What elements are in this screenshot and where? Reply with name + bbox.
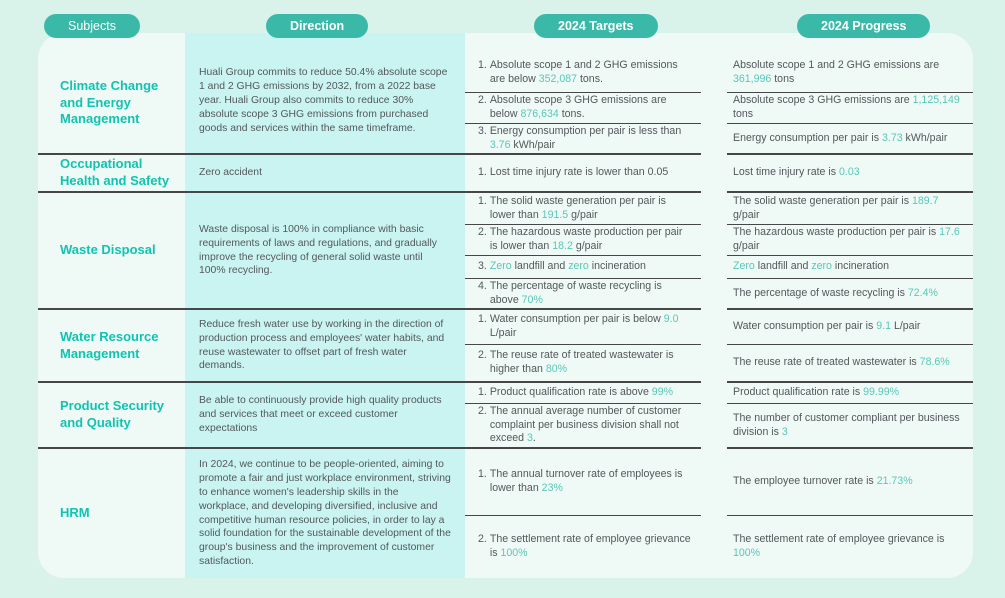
target-item [478,125,691,153]
item-number: 2. [478,94,487,107]
highlighted-value: 72.4% [907,286,938,299]
item-number: 4. [478,279,487,292]
subject-title: HRM [60,505,90,521]
highlighted-value: 1,125,149 [912,94,960,107]
highlighted-value: 21.73% [876,475,913,488]
direction-cell [185,310,465,383]
target-item [478,195,691,223]
text-segment: tons. [558,108,585,120]
text-segment: Lost time injury rate is [733,166,839,179]
text-segment: tons [771,72,795,85]
text-segment: L/pair [891,320,921,333]
text-segment: tons. [577,72,603,85]
highlighted-value: 18.2 [552,240,573,252]
target-cell [465,449,701,516]
target-item [478,280,691,308]
highlighted-value: 352,087 [538,72,578,85]
table-row [38,449,973,578]
direction-text: Zero accident [199,167,262,179]
highlighted-value: 100% [500,547,528,559]
text-segment: The number of customer compliant per business division is [733,411,960,438]
progress-cell [727,449,973,516]
item-number: 1. [478,468,487,481]
progress-cell [727,124,973,155]
text-segment: Lost time injury rate is lower than 0.05 [489,166,669,179]
text-segment: The settlement rate of employee grievance is [489,533,691,559]
highlighted-value: zero [568,260,589,273]
text-segment: Energy consumption per pair is [733,131,882,144]
target-cell [465,516,701,578]
subject-cell [38,155,185,193]
direction-cell [185,449,465,578]
target-item [478,386,673,400]
text-segment: landfill and [754,260,812,273]
progress-text [733,533,963,561]
column-header-subjects: Subjects [44,14,140,38]
direction-cell [185,155,465,193]
direction-text: In 2024, we continue to be people-oriented, aiming to promote a fair and just workplace environment, striving to enhance women's leadership skills in the workplace, and developing diversified, inclusive and competitive human resource policies, in order to lay a solid foundation for the sustainable development of the group's business and the improvement of customer satisfaction. [199,458,451,568]
item-number: 3. [478,124,487,137]
target-item [478,226,691,254]
progress-cell [727,193,973,225]
progress-cell [727,310,973,345]
text-segment: Absolute scope 1 and 2 GHG emissions are below [489,58,678,85]
text-segment: The solid waste generation per pair is lower than [489,194,666,221]
text-segment: g/pair [733,240,760,252]
target-text [490,260,646,274]
subject-title: Climate Change and Energy Management [60,78,159,127]
text-segment: The reuse rate of treated wastewater is higher than [489,349,674,375]
text-segment: landfill and [511,260,569,273]
highlighted-value: 100% [733,547,761,559]
subject-cell [38,449,185,578]
subject-title: Product Security and Quality [60,398,165,430]
text-segment: L/pair [489,327,517,339]
progress-text [733,59,963,87]
progress-text [733,94,963,122]
text-segment: The annual turnover rate of employees is lower than [489,468,683,494]
progress-cell [727,256,973,279]
target-cell [465,193,701,225]
text-segment: incineration [588,260,646,273]
text-segment: The reuse rate of treated wastewater is [733,356,920,369]
table-row [38,383,973,449]
target-cell [465,310,701,345]
target-item [478,349,691,377]
progress-cell [727,33,973,93]
table-row [38,193,973,310]
highlighted-value: 80% [545,363,568,375]
highlighted-value: 3.73 [881,131,903,144]
target-text [490,468,691,496]
text-segment: Water consumption per pair is [733,320,877,333]
targets-progress-grid [465,33,973,155]
highlighted-value: 70% [521,293,543,306]
progress-text [733,226,963,254]
highlighted-value: 876,634 [520,108,559,120]
highlighted-value: 189.7 [912,194,939,207]
highlighted-value: 78.6% [919,356,950,369]
progress-cell [727,93,973,124]
highlighted-value: 361,996 [733,72,772,85]
highlighted-value: 99% [651,386,673,399]
item-number: 1. [478,313,487,326]
target-item [478,313,691,341]
target-item [478,94,691,122]
progress-cell [727,383,973,404]
text-segment: The percentage of waste recycling is [733,286,908,299]
item-number: 2. [478,533,487,546]
target-text [490,405,691,446]
targets-progress-grid [465,155,973,193]
text-segment: g/pair [572,240,603,252]
progress-text [733,475,913,489]
highlighted-value: Zero [733,260,755,273]
text-segment: incineration [831,260,890,273]
item-number: 1. [478,58,487,71]
highlighted-value: 3 [781,425,788,438]
text-segment: Absolute scope 1 and 2 GHG emissions are [733,58,940,71]
text-segment: Water consumption per pair is below [489,313,664,326]
table-row [38,310,973,383]
subject-cell [38,33,185,155]
target-cell [465,93,701,124]
progress-text [733,386,899,400]
item-number: 2. [478,349,487,362]
target-item [478,533,691,561]
text-segment: g/pair [733,208,760,221]
targets-progress-grid [465,193,973,310]
text-segment: g/pair [568,208,598,221]
direction-text: Be able to continuously provide high quality products and services that meet or exceed customer expectations [199,395,442,434]
target-text [490,226,691,254]
column-header-direction: Direction [266,14,368,38]
target-cell [465,383,701,404]
progress-text [733,412,963,440]
progress-text [733,287,938,301]
highlighted-value: 9.1 [876,320,892,333]
target-cell [465,404,701,449]
text-segment: . [532,432,536,445]
direction-cell [185,33,465,155]
item-number: 1. [478,386,487,399]
esg-targets-table [38,33,973,578]
text-segment: The annual average number of customer complaint per business division shall not exceed [489,404,682,445]
target-cell [465,256,701,279]
direction-cell [185,383,465,449]
text-segment: tons [733,108,754,120]
text-segment: The percentage of waste recycling is above [489,279,662,306]
target-text [490,195,691,223]
item-number: 1. [478,194,487,207]
target-cell [465,225,701,256]
highlighted-value: 99.99% [863,386,900,399]
text-segment: Product qualification rate is [733,386,864,399]
direction-text: Huali Group commits to reduce 50.4% absolute scope 1 and 2 GHG emissions by 2032, from a 2022 base year. Huali Group also commits to reduce 30% absolute scope 3 GHG emissions from purchased goods and services within the same timeframe. [199,67,448,134]
target-text [490,313,691,341]
progress-cell [727,404,973,449]
subject-cell [38,310,185,383]
target-text [490,94,691,122]
progress-text [733,320,920,334]
targets-progress-grid [465,449,973,578]
target-text [490,166,668,180]
subject-title: Occupational Health and Safety [60,156,170,188]
text-segment: kWh/pair [510,138,556,151]
item-number: 2. [478,226,487,239]
target-item [478,405,691,446]
target-cell [465,155,701,193]
text-segment: Energy consumption per pair is less than [489,124,682,137]
progress-cell [727,279,973,310]
subject-cell [38,193,185,310]
progress-cell [727,345,973,383]
targets-progress-grid [465,310,973,383]
highlighted-value: zero [811,260,832,273]
text-segment: Absolute scope 3 GHG emissions are [733,94,913,107]
text-segment: kWh/pair [902,131,948,144]
highlighted-value: 23% [541,482,563,494]
table-row [38,155,973,193]
text-segment: The solid waste generation per pair is [733,194,913,207]
subject-cell [38,383,185,449]
progress-cell [727,225,973,256]
item-number: 2. [478,404,487,417]
column-header-2024-targets: 2024 Targets [534,14,658,38]
targets-progress-grid [465,383,973,449]
progress-text [733,132,947,146]
highlighted-value: 0.03 [838,166,860,179]
progress-text [733,260,889,274]
target-cell [465,279,701,310]
text-segment: The hazardous waste production per pair is [733,226,940,239]
highlighted-value: 9.0 [663,313,679,326]
target-text [490,125,691,153]
highlighted-value: 17.6 [939,226,960,239]
direction-text: Reduce fresh water use by working in the direction of production process and employees' water habits, and reuse wastewater to offset part of fresh water demands. [199,318,445,372]
target-text [490,386,673,400]
target-text [490,59,691,87]
item-number: 1. [478,166,487,179]
text-segment: The hazardous waste production per pair is lower than [489,226,683,252]
direction-text: Waste disposal is 100% in compliance with basic requirements of laws and regulations, and gradually improve the recycling of general solid waste until 100% recycling. [199,223,437,277]
highlighted-value: 191.5 [541,208,569,221]
highlighted-value: Zero [489,260,512,273]
text-segment: Absolute scope 3 GHG emissions are below [489,94,667,120]
progress-text [733,356,950,370]
target-text [490,533,691,561]
target-cell [465,345,701,383]
subject-title: Water Resource Management [60,328,159,361]
progress-cell [727,516,973,578]
progress-cell [727,155,973,193]
highlighted-value: 3 [526,432,533,445]
progress-text [733,166,860,180]
table-row [38,33,973,155]
item-number: 3. [478,260,487,273]
direction-cell [185,193,465,310]
target-item [478,468,691,496]
target-cell [465,124,701,155]
target-text [490,280,691,308]
subject-title: Waste Disposal [60,242,156,258]
target-text [490,349,691,377]
text-segment: The employee turnover rate is [733,475,877,488]
target-cell [465,33,701,93]
text-segment: Product qualification rate is above [489,386,652,399]
target-item [478,260,646,274]
target-item [478,59,691,87]
text-segment: The settlement rate of employee grievance is [733,533,945,546]
column-header-2024-progress: 2024 Progress [797,14,930,38]
highlighted-value: 3.76 [489,138,511,151]
progress-text [733,195,963,223]
target-item [478,166,668,180]
